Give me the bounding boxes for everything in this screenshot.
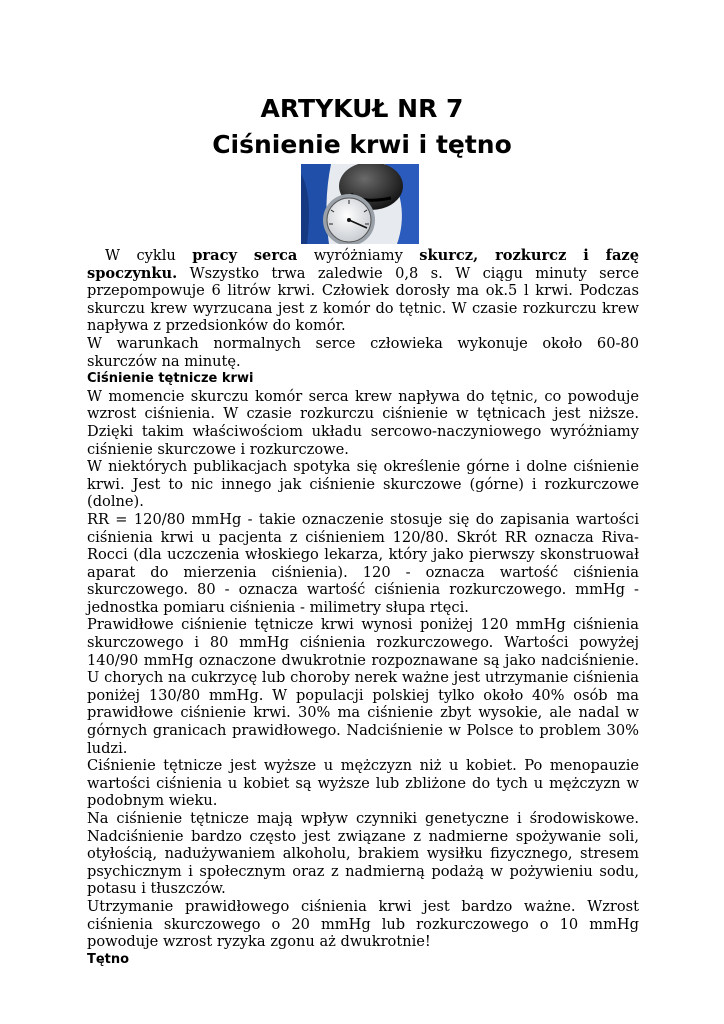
article-body [87,247,639,968]
blood-pressure-gauge-photo [301,164,419,244]
paragraph: Prawidłowe ciśnienie tętnicze krwi wynosi poniżej 120 mmHg ciśnienia skurczowego i 80 mmHg ciśnienia rozkurczowego. Wartości powyżej 140/90 mmHg oznaczone dwukrotnie rozpoznawane są jako nadciśnienie. U chorych na cukrzycę lub choroby nerek ważne jest utrzymanie ciśnienia poniżej 130/80 mmHg. W populacji polskiej tylko około 40% osób ma prawidłowe ciśnienie krwi. 30% ma ciśnienie zbyt wysokie, ale nadal w górnych granicach prawidłowego. Nadciśnienie w Polsce to problem 30% ludzi. [87,616,639,757]
blood-pressure-gauge-icon [301,164,419,244]
intro-text-2: wyróżniamy [297,247,420,264]
paragraph: W niektórych publikacjach spotyka się określenie górne i dolne ciśnienie krwi. Jest to nic innego jak ciśnienie skurczowe (górne) i rozkurczowe (dolne). [87,458,639,511]
article-number-title: ARTYKUŁ NR 7 [260,94,464,123]
paragraph: RR = 120/80 mmHg - takie oznaczenie stosuje się do zapisania wartości ciśnienia krwi u pacjenta z ciśnieniem 120/80. Skrót RR oznacza Riva-Rocci (dla uczczenia włoskiego lekarza, który jako pierwszy skonstruował aparat do mierzenia ciśnienia). 120 - oznacza wartość ciśnienia skurczowego. 80 - oznacza wartość ciśnienia rozkurczowego. mmHg - jednostka pomiaru ciśnienia - milimetry słupa rtęci. [87,510,639,616]
intro-text-3: Wszystko trwa zaledwie 0,8 s. W ciągu minuty serce przepompowuje 6 litrów krwi. Człowiek dorosły ma ok.5 l krwi. Podczas skurczu krew wyrzucana jest z komór do tętnic. W czasie rozkurczu krew napływa z przedsionków do komór. [87,264,639,335]
paragraph: Utrzymanie prawidłowego ciśnienia krwi jest bardzo ważne. Wzrost ciśnienia skurczowego o 20 mmHg lub rozkurczowego o 10 mmHg powoduje wzrost ryzyka zgonu aż dwukrotnie! [87,897,639,951]
article-title: Ciśnienie krwi i tętno [212,130,512,159]
intro-text-1: W cyklu [105,247,193,264]
intro-bold-2: skurcz, rozkurcz i fazę spoczynku. [87,247,639,282]
intro-paragraph [87,247,639,335]
paragraph: W momencie skurczu komór serca krew napływa do tętnic, co powoduje wzrost ciśnienia. W czasie rozkurczu ciśnienie w tętnicach jest niższe. Dzięki takim właściwościom układu sercowo-naczyniowego wyróżniamy ciśnienie skurczowe i rozkurczowe. [87,387,639,458]
paragraph: Na ciśnienie tętnicze mają wpływ czynniki genetyczne i środowiskowe. Nadciśnienie bardzo często jest związane z nadmierne spożywanie soli, otyłością, nadużywaniem alkoholu, brakiem wysiłku fizycznego, stresem psychicznym i społecznym oraz z nadmierną podażą w pożywieniu sodu, potasu i tłuszczów. [87,810,639,898]
section-heading-blood-pressure: Ciśnienie tętnicze krwi [87,371,254,387]
intro-bold-1: pracy serca [192,247,298,264]
paragraph: Ciśnienie tętnicze jest wyższe u mężczyzn niż u kobiet. Po menopauzie wartości ciśnienia u kobiet są wyższe lub zbliżone do tych u mężczyzn w podobnym wieku. [87,757,639,810]
section-heading-pulse: Tętno [87,951,130,967]
heart-rate-paragraph: W warunkach normalnych serce człowieka wykonuje około 60-80 skurczów na minutę. [87,334,639,370]
